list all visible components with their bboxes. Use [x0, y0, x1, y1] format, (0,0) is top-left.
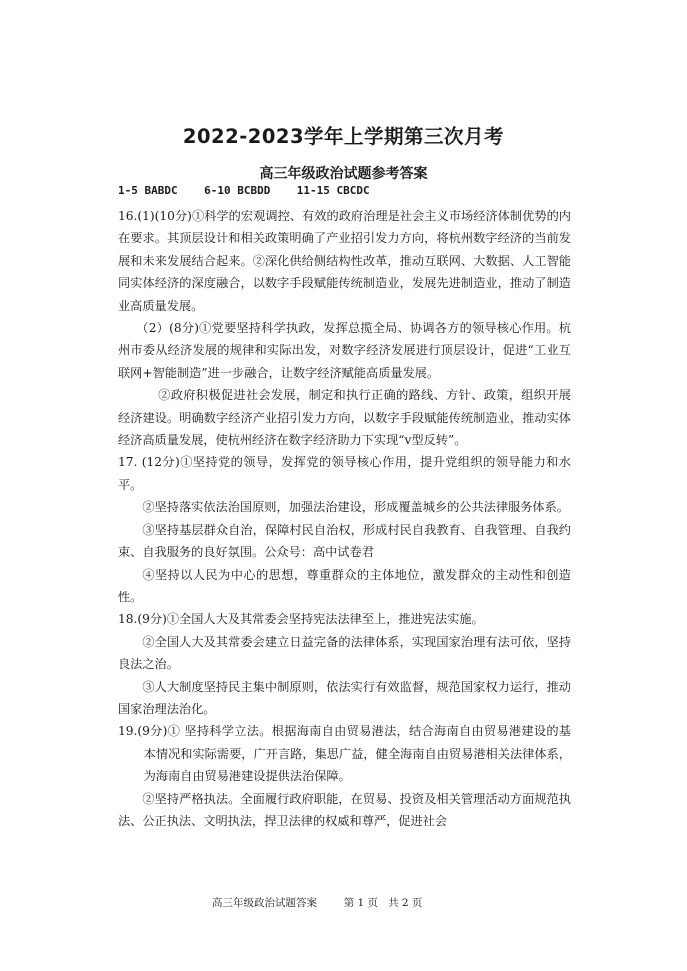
answer-19-point-2: ②坚持严格执法。全面履行政府职能，在贸易、投资及相关管理活动方面规范执法、公正执法、文明执法，捍卫法律的权威和尊严，促进社会 — [118, 791, 571, 828]
answer-17-point-4: ④坚持以人民为中心的思想，尊重群众的主体地位，激发群众的主动性和创造性。 — [118, 567, 571, 604]
footer-page-info: 第 1 页 共 2 页 — [343, 897, 423, 909]
answer-16-1: 16.(1)(10分)①科学的宏观调控、有效的政府治理是社会主义市场经济体制优势的内在要求。其顶层设计和相关政策明确了产业招引发力方向，将杭州数字经济的当前发展和未来发展结合起来。②深化供给侧结构性改革，推动互联网、大数据、人工智能同实体经济的深度融合，以数字手段赋能传统制造业，发展先进制造业，推动了制造业高质量发展。 — [118, 209, 571, 313]
answer-18-point-1: 18.(9分)①全国人大及其常委会坚持宪法法律至上，推进宪法实施。 — [118, 612, 484, 627]
footer-doc-name: 高三年级政治试题答案 — [212, 897, 317, 909]
page-subtitle: 高三年级政治试题参考答案 — [259, 166, 428, 182]
answer-19-point-1: 19.(9分)① 坚持科学立法。根据海南自由贸易港法，结合海南自由贸易港建设的基本情况和实际需要，广开言路，集思广益，健全海南自由贸易港相关法律体系，为海南自由贸易港建设提供法治保障。 — [118, 724, 571, 784]
page-footer — [212, 895, 422, 910]
multiple-choice-answers: 1-5 BABDC 6-10 BCBDD 11-15 CBCDC — [118, 184, 370, 197]
answer-body — [118, 205, 571, 832]
answer-17-point-2: ②坚持落实依法治国原则，加强法治建设，形成覆盖城乡的公共法律服务体系。 — [142, 500, 569, 515]
answer-17-point-3: ③坚持基层群众自治，保障村民自治权，形成村民自我教育、自我管理、自我约束、自我服务的良好氛围。公众号：高中试卷君 — [118, 522, 571, 560]
answer-16-2-point-1: （2）(8分)①党要坚持科学执政，发挥总揽全局、协调各方的领导核心作用。杭州市委从经济发展的规律和实际出发，对数字经济发展进行顶层设计，促进“工业互联网+智能制造”进一步融合，让数字经济赋能高质量发展。 — [118, 321, 571, 380]
answer-18-point-2: ②全国人大及其常委会建立日益完备的法律体系，实现国家治理有法可依，坚持良法之治。 — [118, 634, 571, 672]
answer-18-point-3: ③人大制度坚持民主集中制原则，依法实行有效监督，规范国家权力运行，推动国家治理法治化。 — [118, 679, 571, 716]
answer-17-point-1: 17. (12分)①坚持党的领导，发挥党的领导核心作用，提升党组织的领导能力和水平。 — [118, 455, 571, 492]
answer-16-2-point-2: ②政府积极促进社会发展，制定和执行正确的路线、方针、政策，组织开展经济建设。明确数字经济产业招引发力方向，以数字手段赋能传统制造业，推动实体经济高质量发展，使杭州经济在数字经济助力下实现“v型反转”。 — [118, 388, 571, 448]
page-title: 2022-2023学年上学期第三次月考 — [182, 125, 505, 148]
